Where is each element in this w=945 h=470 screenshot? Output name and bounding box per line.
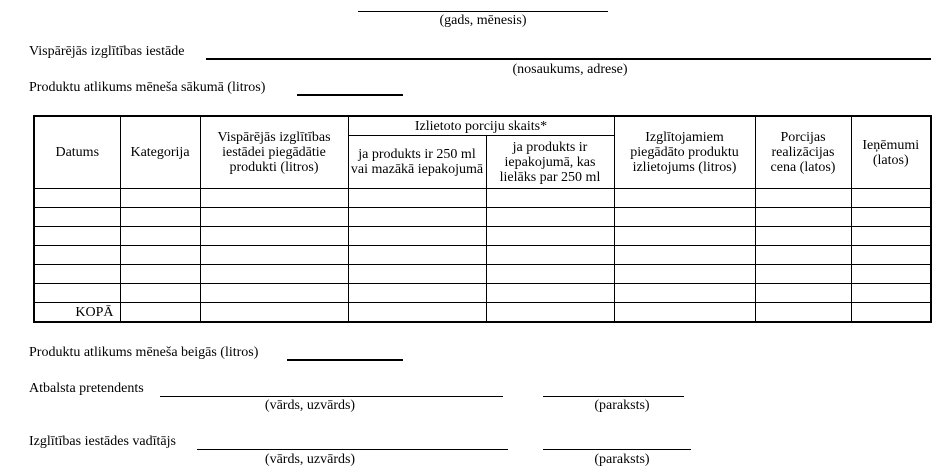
stock-end-label: Produktu atlikums mēneša beigās (litros) [29,345,259,360]
table-row [34,265,931,284]
cell[interactable] [200,208,348,227]
period-caption: (gads, mēnesis) [439,13,527,28]
period-line[interactable] [358,11,608,12]
cell[interactable] [851,227,931,246]
cell[interactable] [755,246,851,265]
header-portions-small: ja produkts ir 250 ml vai mazākā iepakojumā [348,136,486,189]
cell[interactable] [851,208,931,227]
cell[interactable] [614,246,755,265]
cell[interactable] [120,265,200,284]
applicant-name-caption: (vārds, uzvārds) [264,398,356,413]
cell[interactable] [851,246,931,265]
header-income: Ieņēmumi (latos) [851,116,931,189]
table-row [34,208,931,227]
cell[interactable] [200,284,348,303]
cell[interactable] [200,227,348,246]
stock-start-label: Produktu atlikums mēneša sākumā (litros) [29,80,266,95]
cell[interactable] [486,284,614,303]
cell[interactable] [120,189,200,208]
header-portions-group: Izlietoto porciju skaits* [348,116,614,136]
table-row [34,227,931,246]
applicant-signature-line[interactable] [543,396,684,397]
cell[interactable] [486,208,614,227]
cell[interactable] [200,265,348,284]
cell[interactable] [614,189,755,208]
cell[interactable] [851,189,931,208]
cell[interactable] [755,265,851,284]
cell[interactable] [34,265,120,284]
cell[interactable] [348,208,486,227]
cell[interactable] [200,303,348,323]
cell[interactable] [486,303,614,323]
cell[interactable] [34,189,120,208]
cell[interactable] [614,208,755,227]
cell[interactable] [755,208,851,227]
head-label: Izglītības iestādes vadītājs [29,434,176,449]
cell[interactable] [120,227,200,246]
cell[interactable] [34,284,120,303]
cell[interactable] [348,284,486,303]
cell[interactable] [614,265,755,284]
table-row [34,189,931,208]
table-row [34,246,931,265]
cell[interactable] [120,246,200,265]
cell[interactable] [486,189,614,208]
cell[interactable] [120,208,200,227]
cell[interactable] [851,265,931,284]
cell[interactable] [34,246,120,265]
cell[interactable] [851,284,931,303]
cell[interactable] [486,265,614,284]
header-date: Datums [34,116,120,189]
cell[interactable] [348,303,486,323]
cell[interactable] [348,227,486,246]
cell[interactable] [755,303,851,323]
cell[interactable] [851,303,931,323]
cell[interactable] [34,227,120,246]
applicant-signature-caption: (paraksts) [594,398,650,413]
cell[interactable] [614,227,755,246]
cell[interactable] [200,246,348,265]
stock-end-line[interactable] [287,359,403,361]
cell[interactable] [348,246,486,265]
total-row [34,303,931,323]
head-signature-caption: (paraksts) [594,452,650,467]
cell[interactable] [120,284,200,303]
applicant-name-line[interactable] [160,396,503,397]
institution-caption: (nosaukums, adrese) [512,62,628,77]
cell[interactable] [755,189,851,208]
total-label: KOPĀ [34,303,120,323]
head-signature-line[interactable] [543,449,691,450]
cell[interactable] [614,303,755,323]
stock-start-line[interactable] [297,94,403,96]
cell[interactable] [755,284,851,303]
cell[interactable] [755,227,851,246]
header-delivered: Vispārējās izglītības iestādei piegādātie produkti (litros) [200,116,348,189]
ledger-table [33,115,932,323]
cell[interactable] [34,208,120,227]
cell[interactable] [120,303,200,323]
header-category: Kategorija [120,116,200,189]
head-name-caption: (vārds, uzvārds) [264,452,356,467]
header-consumption: Izglītojamiem piegādāto produktu izlietojums (litros) [614,116,755,189]
cell[interactable] [486,246,614,265]
header-price: Porcijas realizācijas cena (latos) [755,116,851,189]
cell[interactable] [348,265,486,284]
cell[interactable] [348,189,486,208]
header-portions-large: ja produkts ir iepakojumā, kas lielāks par 250 ml [486,136,614,189]
institution-label: Vispārējās izglītības iestāde [29,44,185,59]
cell[interactable] [200,189,348,208]
table-row [34,284,931,303]
applicant-label: Atbalsta pretendents [29,381,144,396]
cell[interactable] [614,284,755,303]
institution-line[interactable] [206,58,931,60]
cell[interactable] [486,227,614,246]
head-name-line[interactable] [197,449,508,450]
